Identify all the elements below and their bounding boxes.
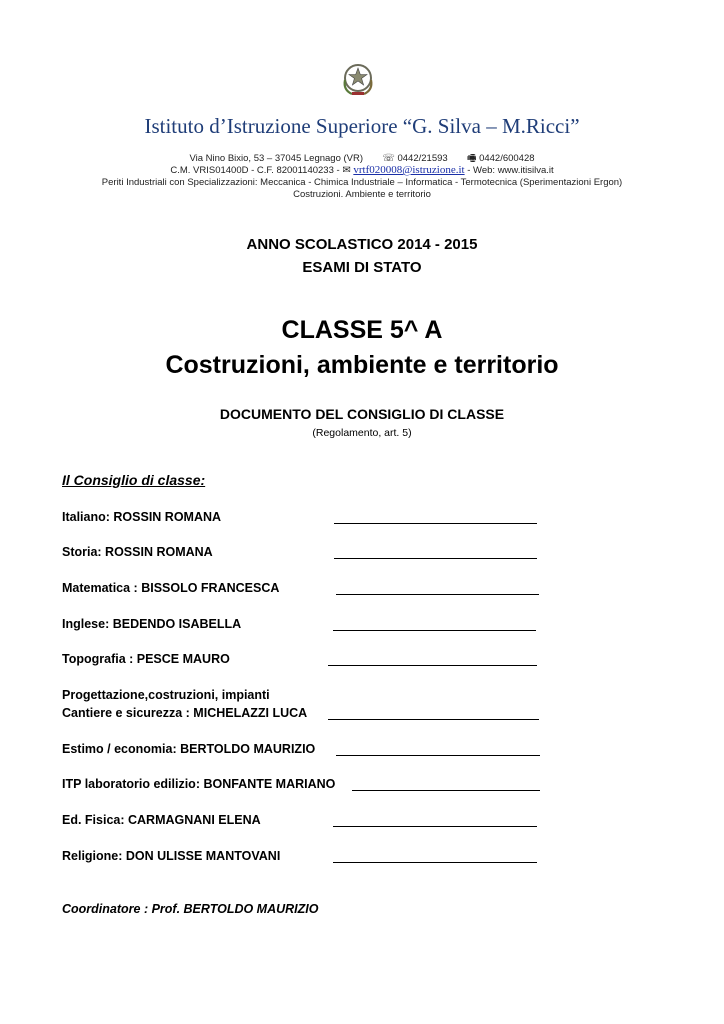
council-member-italiano: Italiano: ROSSIN ROMANA [62, 510, 222, 524]
phone-number: 0442/21593 [397, 153, 448, 164]
fiscal-codes: C.M. VRIS01400D - C.F. 82001140233 - [170, 165, 340, 176]
council-member-progettazione-line1: Progettazione,costruzioni, impianti [62, 688, 270, 702]
specializations-line-2: Costruzioni. Ambiente e territorio [293, 189, 431, 200]
document-title: DOCUMENTO DEL CONSIGLIO DI CLASSE [219, 406, 505, 422]
council-member-inglese: Inglese: BEDENDO ISABELLA [62, 617, 242, 631]
italian-republic-emblem-icon [340, 60, 376, 98]
school-year: ANNO SCOLASTICO 2014 - 2015 [246, 236, 478, 253]
signature-line [333, 630, 536, 631]
council-member-estimo: Estimo / economia: BERTOLDO MAURIZIO [62, 742, 316, 756]
address: Via Nino Bixio, 53 – 37045 Legnago (VR) [189, 153, 364, 164]
signature-line [336, 594, 539, 595]
codes-line [0, 164, 724, 176]
class-title: CLASSE 5^ A [281, 316, 443, 344]
signature-line [352, 790, 540, 791]
council-member-topografia: Topografia : PESCE MAURO [62, 652, 230, 666]
specializations-line: Periti Industriali con Specializzazioni: Meccanica - Chimica Industriale – Informatica - Termotecnica (Sperimentazioni Ergon) [101, 177, 623, 188]
signature-line [333, 826, 537, 827]
council-member-progettazione-line2: Cantiere e sicurezza : MICHELAZZI LUCA [62, 706, 308, 720]
council-member-matematica: Matematica : BISSOLO FRANCESCA [62, 581, 280, 595]
fax-number: 0442/600428 [479, 153, 535, 164]
council-member-religione: Religione: DON ULISSE MANTOVANI [62, 849, 281, 863]
signature-line [334, 523, 537, 524]
council-member-storia: Storia: ROSSIN ROMANA [62, 545, 213, 559]
telephone-icon: ☏ [382, 153, 395, 164]
signature-line [334, 558, 537, 559]
signature-line [333, 862, 537, 863]
course-title: Costruzioni, ambiente e territorio [165, 351, 559, 379]
fax-icon: 🖷 [466, 153, 477, 164]
signature-line [328, 719, 539, 720]
email-link[interactable]: vrtf020008@istruzione.it [353, 164, 465, 176]
envelope-icon: ✉ [342, 165, 351, 176]
document-subtitle: (Regolamento, art. 5) [312, 427, 412, 439]
council-heading: Il Consiglio di classe: [62, 472, 206, 488]
signature-line [328, 665, 537, 666]
exam-title: ESAMI DI STATO [302, 259, 422, 276]
council-member-ed-fisica: Ed. Fisica: CARMAGNANI ELENA [62, 813, 261, 827]
school-name: Istituto d’Istruzione Superiore “G. Silva – M.Ricci” [144, 114, 580, 138]
coordinator: Coordinatore : Prof. BERTOLDO MAURIZIO [62, 902, 319, 916]
council-member-itp-laboratorio: ITP laboratorio edilizio: BONFANTE MARIANO [62, 777, 336, 791]
website: - Web: www.itisilva.it [467, 165, 554, 176]
signature-line [336, 755, 540, 756]
